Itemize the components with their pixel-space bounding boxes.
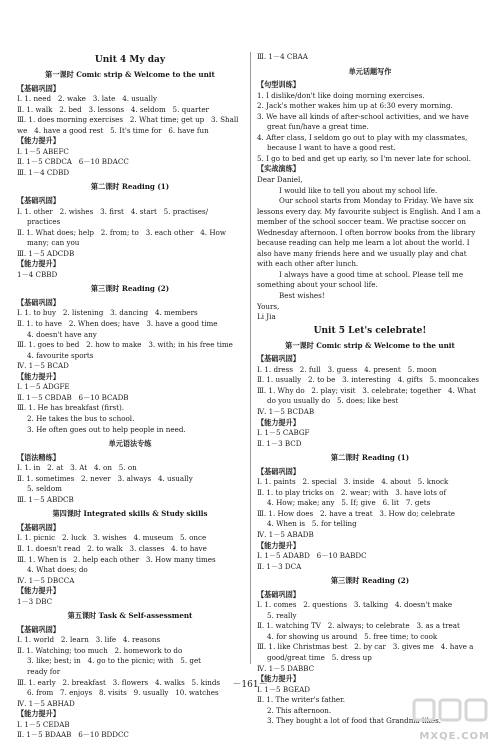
answer-line: Ⅱ. 1. walk 2. bed 3. lessons 4. seldom 5. quarter bbox=[17, 104, 209, 114]
answer-line: Ⅳ. 1－5 ABADB bbox=[257, 529, 314, 539]
section-tag: 【实战演练】 bbox=[257, 164, 300, 174]
answer-line: Ⅲ. 1. When is 2. help each other 3. How many times bbox=[17, 554, 216, 564]
answer-line: Ⅱ. 1－5 CBDCA 6－10 BDACC bbox=[17, 157, 129, 167]
section-tag: 【基础巩固】 bbox=[17, 196, 60, 206]
answer-line: 3. like; best; in 4. go to the picnic; with 5. get bbox=[27, 656, 202, 666]
answer-line: Ⅲ. 1－4 CDBD bbox=[17, 167, 70, 177]
section-tag: 【句型训练】 bbox=[257, 80, 300, 90]
answer-line: 2. This afternoon. bbox=[267, 705, 332, 715]
answer-line: 1－4 CBBD bbox=[17, 269, 58, 279]
answer-line: Dear Daniel, bbox=[257, 175, 303, 185]
section-tag: 【能力提升】 bbox=[17, 136, 60, 146]
unit-title: Unit 5 Let's celebrate! bbox=[313, 325, 427, 336]
answer-line: 1－3 DBC bbox=[17, 596, 53, 606]
column-divider bbox=[250, 52, 251, 664]
section-tag: 【语法精练】 bbox=[17, 452, 60, 462]
answer-line: great fun/have a great time. bbox=[267, 122, 369, 132]
section-tag: 【基础巩固】 bbox=[17, 624, 60, 634]
section-tag: 【能力提升】 bbox=[257, 417, 300, 427]
answer-line: Ⅱ. 1－3 DCA bbox=[257, 561, 302, 571]
answer-line: 4. for showing us around 5. free time; to cook bbox=[267, 631, 438, 641]
section-tag: 【能力提升】 bbox=[17, 586, 60, 596]
answer-line: Ⅱ. 1. usually 2. to be 3. interesting 4. gifts 5. mooncakes bbox=[257, 375, 480, 385]
right-column bbox=[257, 52, 483, 727]
answer-line: Ⅰ. 1. to buy 2. listening 3. dancing 4. members bbox=[17, 308, 198, 318]
answer-line: 3. We have all kinds of after-school activities, and we have bbox=[257, 111, 469, 121]
lesson-heading: 第三课时 Reading (2) bbox=[330, 576, 410, 586]
lesson-heading: 第五课时 Task & Self-assessment bbox=[67, 611, 193, 621]
answer-line: 4. favourite sports bbox=[27, 350, 94, 360]
answer-line: Ⅰ. 1. other 2. wishes 3. first 4. start 5. practises/ bbox=[17, 206, 209, 216]
answer-line: Ⅲ. 1－5 ABDCB bbox=[17, 494, 74, 504]
essay-paragraph: I would like to tell you about my school life. bbox=[279, 185, 438, 195]
answer-line: Ⅰ. 1－5 ABEFC bbox=[17, 146, 69, 156]
unit-title: Unit 4 My day bbox=[94, 55, 166, 65]
section-tag: 【基础巩固】 bbox=[257, 466, 300, 476]
answer-line: good/great time 5. dress up bbox=[267, 652, 372, 662]
answer-line: Ⅲ. 1－5 ADCDB bbox=[17, 248, 75, 258]
lesson-heading: 第二课时 Reading (1) bbox=[330, 453, 410, 463]
answer-line: because I want to have a good rest. bbox=[267, 143, 396, 153]
answer-line: Ⅲ. 1－4 CBAA bbox=[257, 52, 308, 61]
answer-line: Ⅰ. 1. world 2. learn 3. life 4. reasons bbox=[17, 635, 161, 645]
answer-line: Ⅱ. 1－5 BDAAB 6－10 BDDCC bbox=[17, 730, 129, 740]
section-tag: 【能力提升】 bbox=[17, 371, 60, 381]
answer-line: Ⅰ. 1－5 ADABD 6－10 BABDC bbox=[257, 551, 367, 561]
answer-line: Ⅱ. 1. What does; help 2. from; to 3. each other 4. How bbox=[17, 227, 226, 237]
essay-paragraph: Best wishes! bbox=[279, 291, 325, 301]
watermark-text: MXQE.COM bbox=[419, 731, 490, 742]
answer-line: 4. After class, I seldom go out to play with my classmates, bbox=[257, 132, 468, 142]
answer-line: Ⅰ. 1. picnic 2. luck 3. wishes 4. museum 5. once bbox=[17, 533, 207, 543]
answer-line: 6. from 7. enjoys 8. visits 9. usually 10. watches bbox=[27, 688, 219, 698]
section-tag: 【能力提升】 bbox=[17, 259, 60, 269]
section-tag: 【能力提升】 bbox=[257, 674, 300, 684]
answer-line: 5. really bbox=[267, 610, 297, 620]
answer-line: do you usually do 5. does; like best bbox=[267, 396, 399, 406]
answer-line: Ⅰ. 1. dress 2. full 3. guess 4. present 5. moon bbox=[257, 364, 437, 374]
answer-line: Ⅲ. 1. He has breakfast (first). bbox=[17, 403, 125, 413]
essay-paragraph: I always have a good time at school. Please tell me something about your school life. bbox=[257, 269, 466, 290]
answer-line: Ⅳ. 1－5 DABBC bbox=[257, 663, 315, 673]
answer-line: Ⅱ. 1－5 CBDAB 6－10 BCADB bbox=[17, 392, 129, 402]
essay-paragraph: Our school starts from Monday to Friday. We have six lessons every day. My favourite subject is English. And I am a member of the school soccer team. We practise soccer on Wednesday afternoon. I often borrow books from the library because reading can help me learn a lot about the world. I also have many friends here and we usually play and chat with each other after lunch. bbox=[257, 196, 483, 269]
left-column bbox=[17, 52, 243, 741]
answer-line: Li Jia bbox=[257, 312, 276, 322]
page-number: －161－ bbox=[232, 680, 268, 690]
answer-line: Ⅰ. 1－5 BGEAD bbox=[257, 684, 311, 694]
answer-line: 1. I dislike/don't like doing morning exercises. bbox=[257, 90, 425, 100]
answer-line: 5. I go to bed and get up early, so I'm never late for school. bbox=[257, 153, 472, 163]
answer-line: we 4. have a good rest 5. It's time for 6. have fun bbox=[17, 125, 209, 135]
lesson-heading: 第一课时 Comic strip & Welcome to the unit bbox=[45, 70, 215, 79]
answer-line: Ⅲ. 1. does morning exercises 2. What time; get up 3. Shall bbox=[17, 115, 239, 125]
section-heading: 单元话题写作 bbox=[348, 66, 392, 76]
section-tag: 【基础巩固】 bbox=[257, 589, 300, 599]
answer-line: Ⅰ. 1. paints 2. special 3. inside 4. about 5. knock bbox=[257, 477, 449, 487]
answer-line: Ⅰ. 1. need 2. wake 3. late 4. usually bbox=[17, 94, 158, 104]
answer-line: 3. He often goes out to help people in need. bbox=[27, 424, 186, 434]
answer-line: Ⅱ. 1－3 BCD bbox=[257, 438, 302, 448]
answer-line: Ⅱ. 1. to play tricks on 2. wear; with 3. have lots of bbox=[257, 487, 447, 497]
answer-line: 4. How; make; any 5. If; give 6. lit 7. gets bbox=[267, 498, 431, 508]
answer-line: Ⅲ. 1. early 2. breakfast 3. flowers 4. walks 5. kinds bbox=[17, 677, 221, 687]
lesson-heading: 第四课时 Integrated skills & Study skills bbox=[52, 509, 208, 519]
answer-line: Ⅰ. 1. in 2. at 3. At 4. on 5. on bbox=[17, 463, 137, 473]
answer-line: 2. Jack's mother wakes him up at 6:30 every morning. bbox=[257, 101, 453, 111]
answer-line: Ⅳ. 1－5 BCDAB bbox=[257, 406, 315, 416]
section-heading: 单元语法专练 bbox=[108, 439, 152, 449]
answer-line: Ⅰ. 1－5 CEDAB bbox=[17, 719, 70, 729]
answer-line: Ⅱ. 1. doesn't read 2. to walk 3. classes 4. to have bbox=[17, 543, 207, 553]
answer-line: Yours, bbox=[257, 301, 280, 311]
answer-line: Ⅳ. 1－5 BCAD bbox=[17, 361, 69, 371]
answer-line: Ⅲ. 1. How does 2. have a treat 3. How do; celebrate bbox=[257, 508, 456, 518]
answer-line: 5. seldom bbox=[27, 484, 62, 494]
answer-line: practices bbox=[27, 217, 61, 227]
answer-line: Ⅲ. 1. Why do 2. play; visit 3. celebrate; together 4. What bbox=[257, 385, 477, 395]
section-tag: 【基础巩固】 bbox=[17, 83, 60, 93]
answer-line: Ⅳ. 1－5 ABHAD bbox=[17, 698, 75, 708]
answer-line: Ⅲ. 1. goes to bed 2. how to make 3. with; in his free time bbox=[17, 340, 233, 350]
answer-line: Ⅳ. 1－5 DBCCA bbox=[17, 575, 75, 585]
section-tag: 【基础巩固】 bbox=[17, 297, 60, 307]
answer-line: ready for bbox=[27, 666, 61, 676]
answer-line: Ⅰ. 1. comes 2. questions 3. talking 4. doesn't make bbox=[257, 600, 453, 610]
answer-line: 4. When is 5. for telling bbox=[267, 519, 357, 529]
answer-line: many; can you bbox=[27, 238, 80, 248]
section-tag: 【能力提升】 bbox=[257, 540, 300, 550]
answer-line: Ⅰ. 1－5 CABGF bbox=[257, 428, 310, 438]
answer-line: 3. They bought a lot of food that Grandma likes. bbox=[267, 716, 442, 726]
answer-line: Ⅰ. 1－5 ADGFE bbox=[17, 382, 70, 392]
answer-line: Ⅱ. 1. Watching; too much 2. homework to do bbox=[17, 645, 183, 655]
answer-line: 2. He takes the bus to school. bbox=[27, 413, 135, 423]
section-tag: 【基础巩固】 bbox=[257, 354, 300, 364]
section-tag: 【基础巩固】 bbox=[17, 522, 60, 532]
lesson-heading: 第三课时 Reading (2) bbox=[90, 284, 170, 294]
answer-line: Ⅱ. 1. watching TV 2. always; to celebrate 3. as a treat bbox=[257, 621, 460, 631]
section-tag: 【能力提升】 bbox=[17, 709, 60, 719]
lesson-heading: 第一课时 Comic strip & Welcome to the unit bbox=[285, 340, 455, 350]
answer-line: Ⅱ. 1. The writer's father. bbox=[257, 695, 346, 705]
answer-line: Ⅱ. 1. to have 2. When does; have 3. have a good time bbox=[17, 319, 218, 329]
lesson-heading: 第二课时 Reading (1) bbox=[90, 182, 170, 192]
answer-line: Ⅱ. 1. sometimes 2. never 3. always 4. usually bbox=[17, 473, 193, 483]
answer-line: Ⅲ. 1. like Christmas best 2. by car 3. gives me 4. have a bbox=[257, 642, 474, 652]
answer-line: 4. doesn't have any bbox=[27, 329, 97, 339]
answer-line: 4. What does; do bbox=[27, 565, 88, 575]
